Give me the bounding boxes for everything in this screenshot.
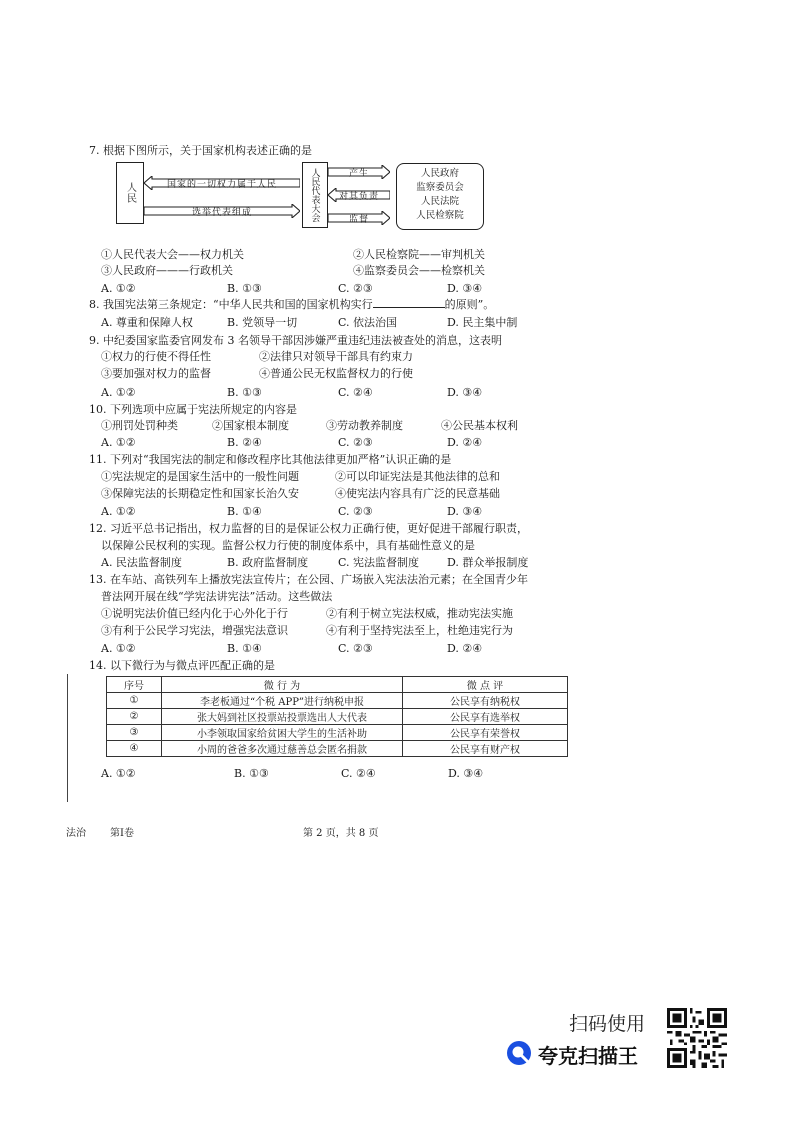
q14-table — [106, 676, 568, 757]
q13-option-c: C. ②③ — [338, 642, 373, 655]
q13-item-4: ④有利于坚持宪法至上，杜绝违宪行为 — [326, 624, 513, 637]
scan-label: 扫码使用 — [569, 1013, 646, 1035]
q7-item-1: ①人民代表大会——权力机关 — [101, 248, 244, 261]
q11-item-2: ②可以印证宪法是其他法律的总和 — [335, 470, 500, 483]
quark-logo-icon — [506, 1040, 532, 1066]
q11-stem: 11. 下列对“我国宪法的制定和修改程序比其他法律更加严格”认识正确的是 — [89, 453, 452, 466]
q10-item-3: ③劳动教养制度 — [326, 419, 403, 432]
footer-page-number: 第 2 页，共 8 页 — [303, 828, 379, 839]
table-row: ② 张大妈到社区投票站投票选出人大代表 公民享有选举权 — [107, 709, 568, 725]
q14-option-b: B. ①③ — [234, 767, 269, 780]
q13-item-2: ②有利于树立宪法权威，推动宪法实施 — [326, 607, 513, 620]
q14-option-d: D. ③④ — [448, 767, 484, 780]
q10-option-a: A. ①② — [101, 436, 136, 449]
q13-item-3: ③有利于公民学习宪法，增强宪法意识 — [101, 624, 288, 637]
state-organs-box — [396, 163, 484, 230]
q12-option-d: D. 群众举报制度 — [447, 556, 529, 569]
qr-code-icon — [667, 1008, 727, 1068]
q10-item-1: ①刑罚处罚种类 — [101, 419, 178, 432]
header-comment: 微 点 评 — [403, 677, 568, 693]
q13-option-a: A. ①② — [101, 642, 136, 655]
q8-option-a: A. 尊重和保障人权 — [101, 316, 193, 329]
q12-option-c: C. 宪法监督制度 — [338, 556, 420, 569]
q12-stem-line2: 以保障公民权利的实现。监督公权力行使的制度体系中，具有基础性意义的是 — [101, 539, 475, 552]
q14-option-a: A. ①② — [101, 767, 136, 780]
q10-option-c: C. ②③ — [338, 436, 373, 449]
table-row: ③ 小李领取国家给贫困大学生的生活补助 公民享有荣誉权 — [107, 725, 568, 741]
q7-option-b: B. ①③ — [227, 282, 262, 295]
arrow-power-belongs: 国家的一切权力属于人民 — [144, 176, 300, 190]
q10-item-2: ②国家根本制度 — [212, 419, 289, 432]
q7-option-c: C. ②③ — [338, 282, 373, 295]
q8-option-c: C. 依法治国 — [338, 316, 398, 329]
q9-item-2: ②法律只对领导干部具有约束力 — [259, 350, 413, 363]
arrow-elect: 选举代表组成 — [144, 204, 300, 218]
q7-option-d: D. ③④ — [447, 282, 483, 295]
q9-item-3: ③要加强对权力的监督 — [101, 367, 211, 380]
q11-item-4: ④使宪法内容具有广泛的民意基础 — [335, 487, 500, 500]
q12-option-a: A. 民法监督制度 — [101, 556, 182, 569]
people-box: 人民 — [116, 162, 144, 224]
q7-item-4: ④监察委员会——检察机关 — [353, 264, 485, 277]
q12-stem-line1: 12. 习近平总书记指出，权力监督的目的是保证公权力正确行使，更好促进干部履行职责， — [89, 522, 528, 535]
table-row: ④ 小周的爸爸多次通过慈善总会匿名捐款 公民享有财产权 — [107, 741, 568, 757]
q9-option-c: C. ②④ — [338, 386, 373, 399]
q9-item-4: ④普通公民无权监督权力的行使 — [259, 367, 413, 380]
q7-stem: 7. 根据下图所示，关于国家机构表述正确的是 — [89, 144, 312, 157]
org-procuratorate: 人民检察院 — [416, 210, 464, 221]
q8-option-d: D. 民主集中制 — [447, 316, 518, 329]
arrow-supervise: 监督 — [328, 211, 390, 225]
q13-option-d: D. ②④ — [447, 642, 483, 655]
q12-option-b: B. 政府监督制度 — [227, 556, 309, 569]
q10-item-4: ④公民基本权利 — [441, 419, 518, 432]
q14-stem: 14. 以下微行为与微点评匹配正确的是 — [89, 659, 275, 672]
q11-item-1: ①宪法规定的是国家生活中的一般性问题 — [101, 470, 299, 483]
q11-option-b: B. ①④ — [227, 505, 262, 518]
q9-item-1: ①权力的行使不得任性 — [101, 350, 211, 363]
arrow-produce: 产生 — [328, 165, 390, 179]
header-number: 序号 — [107, 677, 162, 693]
org-government: 人民政府 — [420, 168, 459, 179]
org-supervision: 监察委员会 — [416, 182, 464, 193]
header-behavior: 微 行 为 — [162, 677, 403, 693]
q13-stem-line1: 13. 在车站、高铁列车上播放宪法宣传片；在公园、广场嵌入宪法法治元素；在全国青少年 — [89, 573, 528, 586]
q11-item-3: ③保障宪法的长期稳定性和国家长治久安 — [101, 487, 299, 500]
q11-option-d: D. ③④ — [447, 505, 483, 518]
org-court: 人民法院 — [420, 196, 459, 207]
q13-option-b: B. ①④ — [227, 642, 262, 655]
app-name: 夸克扫描王 — [538, 1044, 638, 1068]
q9-option-a: A. ①② — [101, 386, 136, 399]
arrow-responsible: 对其负责 — [328, 188, 390, 202]
q13-stem-line2: 普法网开展在线“学宪法讲宪法”活动。这些做法 — [101, 590, 333, 603]
q8-option-b: B. 党领导一切 — [227, 316, 298, 329]
footer-subject: 法治 — [66, 828, 86, 839]
table-row: ① 李老板通过“个税 APP”进行纳税申报 公民享有纳税权 — [107, 693, 568, 709]
q9-option-d: D. ③④ — [447, 386, 483, 399]
q10-stem: 10. 下列选项中应属于宪法所规定的内容是 — [89, 403, 297, 416]
q14-option-c: C. ②④ — [341, 767, 376, 780]
q13-item-1: ①说明宪法价值已经内化于心外化于行 — [101, 607, 288, 620]
footer-volume: 第Ⅰ卷 — [110, 828, 134, 839]
table-header — [107, 677, 568, 693]
q7-item-2: ②人民检察院——审判机关 — [353, 248, 485, 261]
q10-option-d: D. ②④ — [447, 436, 483, 449]
q11-option-a: A. ①② — [101, 505, 136, 518]
answer-blank — [373, 297, 445, 308]
q11-option-c: C. ②③ — [338, 505, 373, 518]
q7-item-3: ③人民政府———行政机关 — [101, 264, 233, 277]
q7-option-a: A. ①② — [101, 282, 136, 295]
q9-stem: 9. 中纪委国家监委官网发布 3 名领导干部因涉嫌严重违纪违法被查处的消息，这表明 — [89, 334, 502, 347]
q9-option-b: B. ①③ — [227, 386, 262, 399]
congress-box: 人民代表大会 — [302, 162, 328, 228]
margin-line — [67, 674, 68, 802]
q8-stem: 8. 我国宪法第三条规定：“中华人民共和国的国家机构实行 的原则”。 — [89, 298, 495, 311]
q10-option-b: B. ②④ — [227, 436, 262, 449]
